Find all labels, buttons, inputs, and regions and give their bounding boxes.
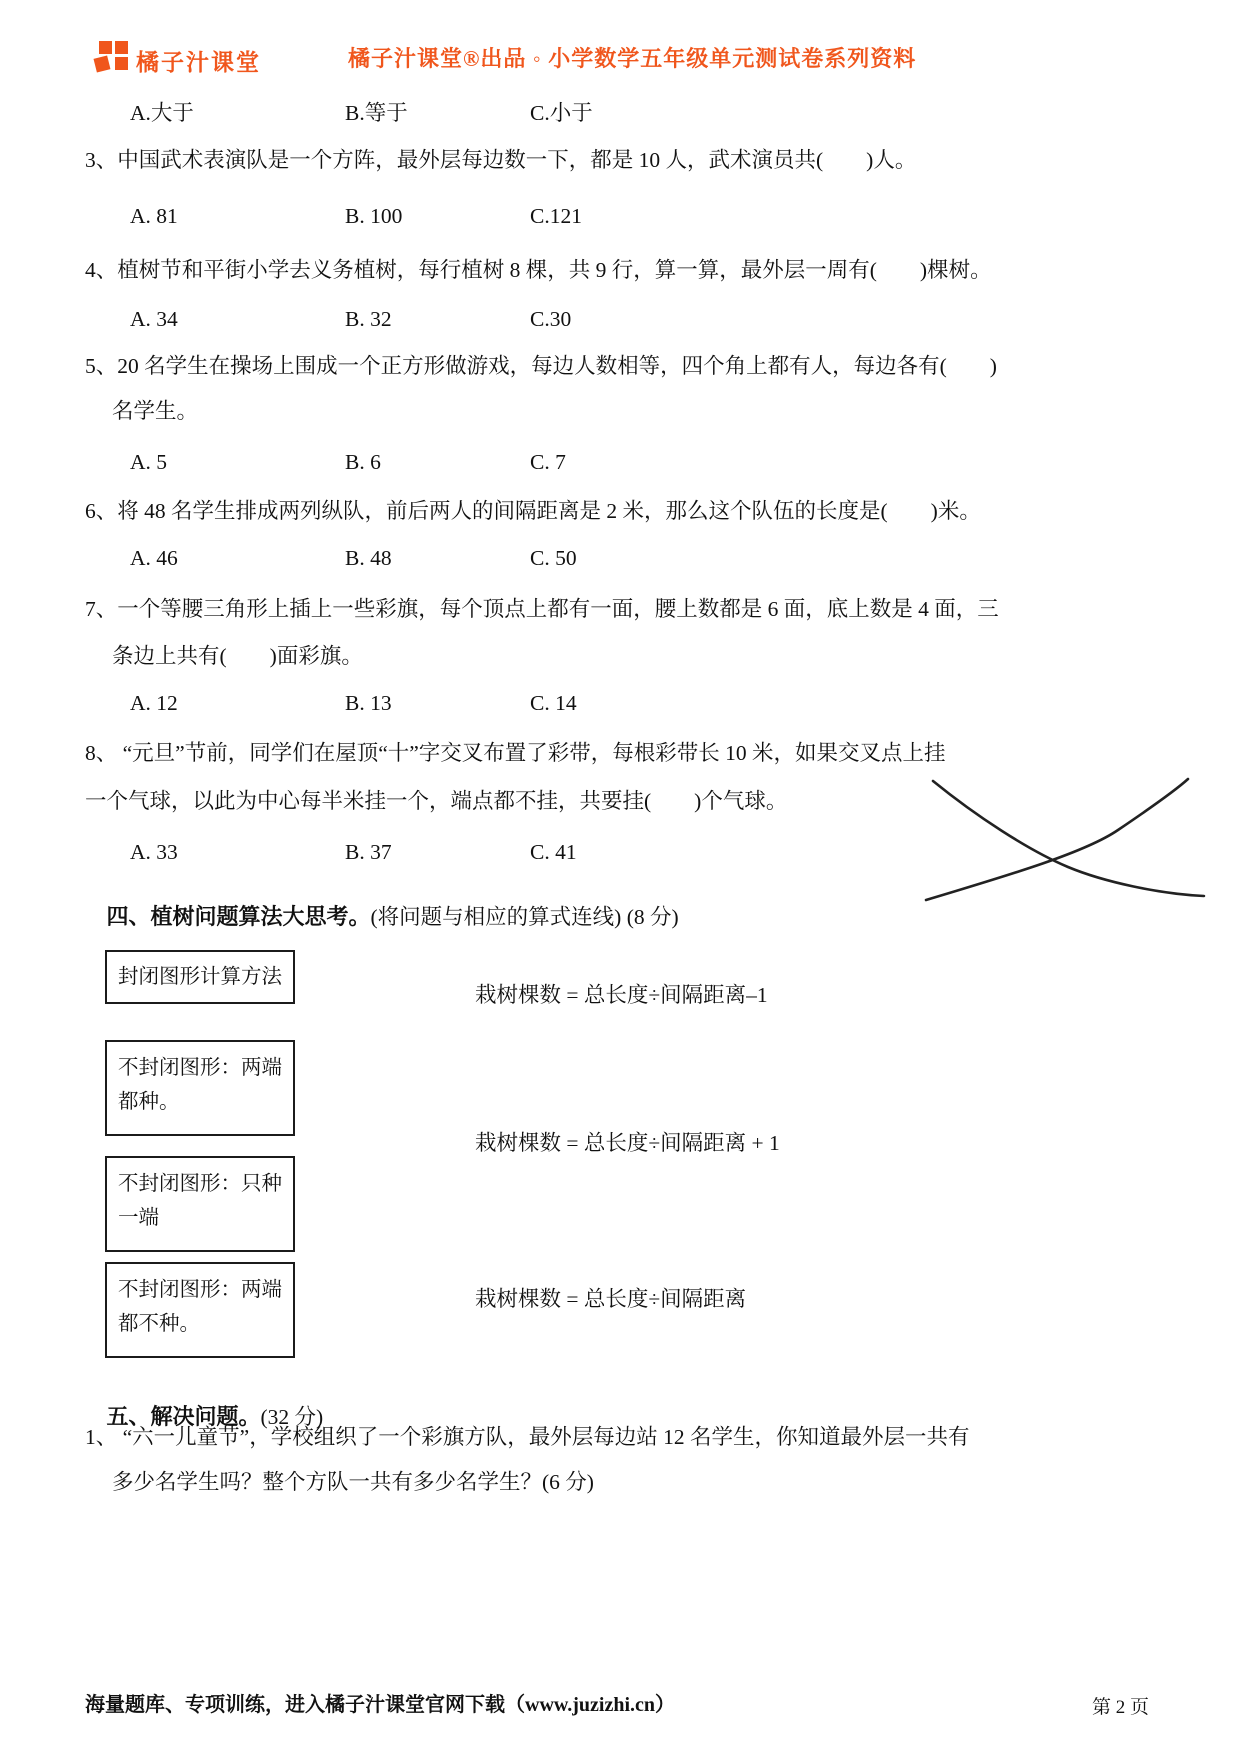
question-7-line1: 7、一个等腰三角形上插上一些彩旗，每个顶点上都有一面，腰上数都是 6 面，底上数是 4 面，三 bbox=[85, 597, 999, 621]
match-box-open-both-ends bbox=[105, 1040, 295, 1136]
question-3-text: 3、中国武术表演队是一个方阵，最外层每边数一下，都是 10 人，武术演员共( )人。 bbox=[85, 148, 917, 172]
question-8-line2: 一个气球，以此为中心每半米挂一个，端点都不挂，共要挂( )个气球。 bbox=[85, 789, 788, 813]
option-a: A. 33 bbox=[130, 840, 178, 864]
option-a: A. 81 bbox=[130, 204, 178, 228]
option-b: B.等于 bbox=[345, 101, 408, 125]
option-c: C. 7 bbox=[530, 450, 566, 474]
brand-logo-text: 橘子汁课堂 bbox=[136, 48, 261, 75]
option-b: B. 32 bbox=[345, 307, 392, 331]
option-c: C. 50 bbox=[530, 546, 577, 570]
section-5-title-rest: (32 分) bbox=[260, 1405, 324, 1429]
orange-squares-logo-icon bbox=[90, 38, 132, 82]
option-b: B. 37 bbox=[345, 840, 392, 864]
option-b: B. 13 bbox=[345, 691, 392, 715]
option-c: C. 14 bbox=[530, 691, 577, 715]
option-a: A. 12 bbox=[130, 691, 178, 715]
section-5-title-bold: 五、解决问题。 bbox=[106, 1404, 261, 1429]
brand-logo bbox=[90, 38, 261, 82]
page-title: 橘子汁课堂®出品 ◦ 小学数学五年级单元测试卷系列资料 bbox=[348, 46, 917, 71]
question-7-line2: 条边上共有( )面彩旗。 bbox=[112, 644, 363, 668]
section5-q1-line2: 多少名学生吗？整个方队一共有多少名学生？(6 分) bbox=[112, 1470, 594, 1494]
match-box-open-one-end bbox=[105, 1156, 295, 1252]
page-number: 第 2 页 bbox=[1092, 1697, 1150, 1718]
option-a: A. 34 bbox=[130, 307, 178, 331]
option-a: A.大于 bbox=[130, 101, 194, 125]
options-row-q8 bbox=[130, 840, 577, 865]
option-c: C.小于 bbox=[530, 101, 593, 125]
option-c: C. 41 bbox=[530, 840, 577, 864]
option-a: A. 5 bbox=[130, 450, 168, 474]
match-box-label: 封闭图形计算方法 bbox=[118, 966, 282, 988]
formula-minus-one: 栽树棵数 = 总长度÷间隔距离–1 bbox=[475, 983, 768, 1007]
match-box-open-no-ends bbox=[105, 1262, 295, 1358]
section-4-title bbox=[85, 876, 679, 958]
options-row-q7 bbox=[130, 691, 577, 716]
option-c: C.121 bbox=[530, 204, 582, 228]
options-row-q6 bbox=[130, 546, 577, 571]
option-a: A. 46 bbox=[130, 546, 178, 570]
section-4-title-rest: (将问题与相应的算式连线) (8 分) bbox=[370, 905, 679, 929]
question-5-line1: 5、20 名学生在操场上围成一个正方形做游戏，每边人数相等，四个角上都有人，每边各有( ) bbox=[85, 354, 997, 378]
option-b: B. 100 bbox=[345, 204, 403, 228]
match-box-label: 不封闭图形：两端都种。 bbox=[118, 1057, 282, 1113]
options-row-q2 bbox=[130, 96, 593, 127]
match-box-label: 不封闭图形：只种一端 bbox=[118, 1173, 282, 1229]
section5-q1-line1: 1、 “六一儿童节”，学校组织了一个彩旗方队，最外层每边站 12 名学生，你知道最外层一共有 bbox=[85, 1425, 970, 1449]
question-5-line2: 名学生。 bbox=[112, 399, 199, 423]
footer-text: 海量题库、专项训练，进入橘子汁课堂官网下载（www.juzizhi.cn） bbox=[85, 1694, 675, 1716]
question-8-line1: 8、 “元旦”节前，同学们在屋顶“十”字交叉布置了彩带，每根彩带长 10 米，如果交叉点上挂 bbox=[85, 741, 946, 765]
options-row-q3 bbox=[130, 204, 582, 229]
options-row-q5 bbox=[130, 450, 566, 475]
match-box-label: 不封闭图形：两端都不种。 bbox=[118, 1279, 282, 1335]
option-b: B. 48 bbox=[345, 546, 392, 570]
formula-plus-one: 栽树棵数 = 总长度÷间隔距离 + 1 bbox=[475, 1131, 780, 1155]
question-6-text: 6、将 48 名学生排成两列纵队，前后两人的间隔距离是 2 米，那么这个队伍的长度是( )米。 bbox=[85, 499, 981, 523]
question-4-text: 4、植树节和平街小学去义务植树，每行植树 8 棵，共 9 行，算一算，最外层一周有( )棵树。 bbox=[85, 258, 992, 282]
section-4-title-bold: 四、植树问题算法大思考。 bbox=[106, 904, 371, 929]
option-c: C.30 bbox=[530, 307, 572, 331]
crossing-curves-doodle bbox=[918, 772, 1213, 910]
option-b: B. 6 bbox=[345, 450, 381, 474]
options-row-q4 bbox=[130, 307, 571, 332]
formula-equal: 栽树棵数 = 总长度÷间隔距离 bbox=[475, 1287, 747, 1311]
match-box-closed-shape bbox=[105, 950, 295, 1004]
